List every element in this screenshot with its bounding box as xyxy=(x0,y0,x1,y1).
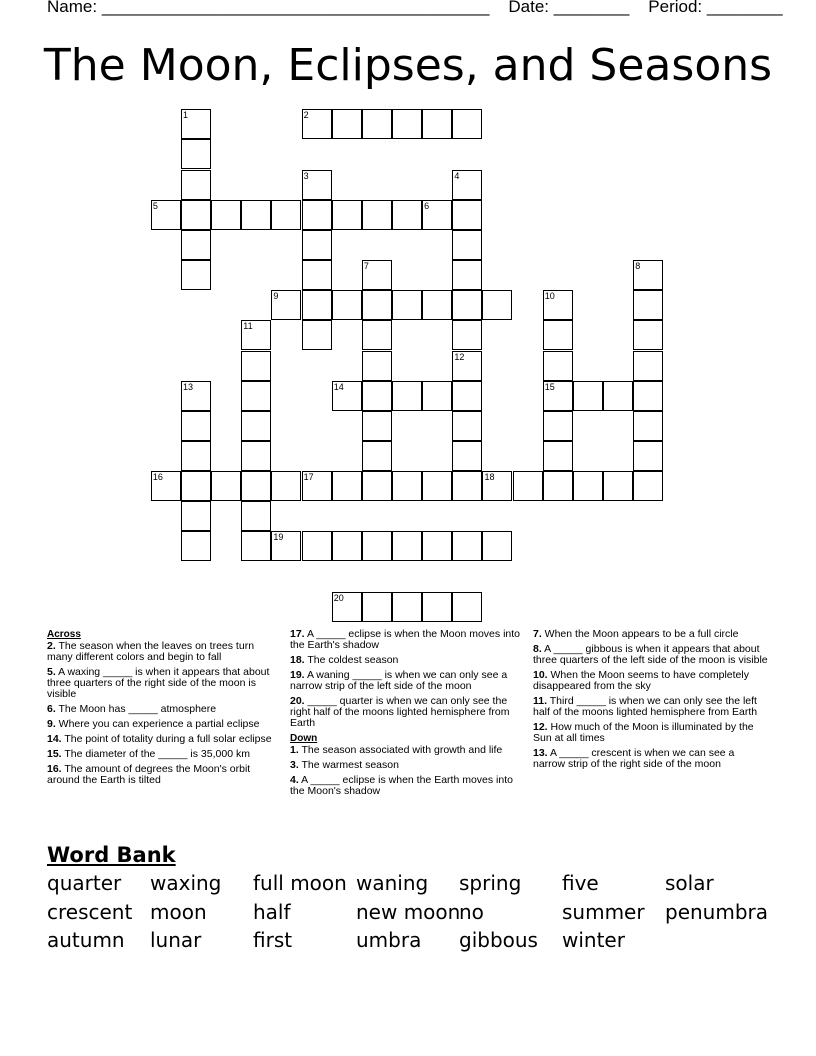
clue-text: _____ quarter is when we can only see the right half of the moons lighted hemisphere from Earth xyxy=(290,695,510,729)
clue-number: 17. xyxy=(290,628,305,640)
grid-cell[interactable] xyxy=(302,320,332,350)
grid-cell[interactable] xyxy=(181,501,211,531)
grid-cell[interactable] xyxy=(332,109,362,139)
clue-item xyxy=(533,670,768,692)
grid-cell[interactable] xyxy=(422,200,452,230)
grid-cell[interactable] xyxy=(241,200,271,230)
clue-text: The season when the leaves on trees turn many different colors and begin to fall xyxy=(47,640,255,663)
grid-cell[interactable] xyxy=(302,471,332,501)
grid-cell[interactable] xyxy=(362,109,392,139)
worksheet-title: The Moon, Eclipses, and Seasons xyxy=(43,40,773,91)
grid-cell[interactable] xyxy=(211,200,241,230)
grid-cell[interactable] xyxy=(302,290,332,320)
clue-item xyxy=(47,719,282,730)
grid-cell[interactable] xyxy=(302,109,332,139)
grid-cell[interactable] xyxy=(452,351,482,381)
clue-item xyxy=(290,745,525,756)
grid-cell[interactable] xyxy=(543,320,573,350)
clue-number: 3 xyxy=(303,170,309,181)
grid-cell[interactable] xyxy=(332,592,362,622)
grid-cell[interactable] xyxy=(392,290,422,320)
grid-cell[interactable] xyxy=(302,200,332,230)
clue-number: 15. xyxy=(47,748,62,760)
clue-item xyxy=(290,655,525,666)
clue-item xyxy=(47,734,282,745)
clue-number: 4. xyxy=(290,774,299,786)
clue-text: How much of the Moon is illuminated by the Sun at all times xyxy=(533,721,754,744)
word-bank-item: umbra xyxy=(356,928,422,952)
grid-cell[interactable] xyxy=(302,531,332,561)
grid-cell[interactable] xyxy=(271,290,301,320)
clue-text: The warmest season xyxy=(298,759,399,771)
clue-number: 17 xyxy=(303,472,314,483)
grid-cell[interactable] xyxy=(452,200,482,230)
clue-item xyxy=(47,641,282,663)
grid-cell[interactable] xyxy=(452,320,482,350)
grid-cell[interactable] xyxy=(603,471,633,501)
grid-cell[interactable] xyxy=(241,471,271,501)
clue-number: 5 xyxy=(152,200,158,211)
clue-number: 1 xyxy=(182,110,188,121)
clue-item xyxy=(290,775,525,797)
clue-text: A waxing _____ is when it appears that about three quarters of the right side of the moon is visible xyxy=(47,666,270,700)
clue-number: 19 xyxy=(273,532,284,543)
grid-cell[interactable] xyxy=(332,531,362,561)
clue-text: A _____ eclipse is when the Earth moves into the Moon's shadow xyxy=(290,774,513,797)
clue-number: 9. xyxy=(47,718,56,730)
grid-cell[interactable] xyxy=(362,320,392,350)
grid-cell[interactable] xyxy=(452,170,482,200)
grid-cell[interactable] xyxy=(573,471,603,501)
grid-cell[interactable] xyxy=(422,381,452,411)
clue-number: 14. xyxy=(47,733,62,745)
word-bank-item: first xyxy=(253,928,293,952)
clue-item xyxy=(533,696,768,718)
grid-cell[interactable] xyxy=(241,531,271,561)
grid-cell[interactable] xyxy=(422,592,452,622)
clue-text: The coldest season xyxy=(304,654,399,666)
clue-number: 8. xyxy=(533,643,542,655)
grid-cell[interactable] xyxy=(422,531,452,561)
grid-cell[interactable] xyxy=(241,351,271,381)
clue-text: Third _____ is when we can only see the left half of the moons lighted hemisphere from Earth xyxy=(533,695,758,718)
grid-cell[interactable] xyxy=(573,381,603,411)
clue-item xyxy=(290,629,525,651)
clue-text: The season associated with growth and life xyxy=(298,744,503,756)
grid-cell[interactable] xyxy=(332,381,362,411)
grid-cell[interactable] xyxy=(452,290,482,320)
name-label: Name: xyxy=(47,0,98,16)
grid-cell[interactable] xyxy=(422,109,452,139)
clue-item xyxy=(47,704,282,715)
grid-cell[interactable] xyxy=(392,200,422,230)
across-heading: Across xyxy=(47,629,81,640)
word-bank-item: lunar xyxy=(150,928,202,952)
clue-text: The amount of degrees the Moon's orbit around the Earth is tilted xyxy=(47,763,251,786)
clue-item xyxy=(533,748,768,770)
word-bank-item: half xyxy=(253,899,291,924)
clue-item xyxy=(533,722,768,744)
word-bank-item: gibbous xyxy=(459,928,538,952)
grid-cell[interactable] xyxy=(302,260,332,290)
clue-item xyxy=(47,749,282,760)
grid-cell[interactable] xyxy=(513,471,543,501)
period-label: Period: xyxy=(648,0,703,16)
word-bank-item: summer xyxy=(562,899,645,924)
down-heading: Down xyxy=(290,733,318,744)
grid-cell[interactable] xyxy=(362,411,392,441)
grid-cell[interactable] xyxy=(482,531,512,561)
clue-number: 6. xyxy=(47,703,56,715)
grid-cell[interactable] xyxy=(633,260,663,290)
clue-text: The point of totality during a full solar eclipse xyxy=(61,733,272,745)
grid-cell[interactable] xyxy=(211,471,241,501)
grid-cell[interactable] xyxy=(633,320,663,350)
word-bank-item: no xyxy=(459,899,484,924)
clue-number: 11 xyxy=(243,321,253,332)
word-bank-item: solar xyxy=(665,871,714,895)
period-blank[interactable]: ________ xyxy=(706,0,783,16)
clue-number: 16 xyxy=(152,472,163,483)
grid-cell[interactable] xyxy=(362,471,392,501)
grid-cell[interactable] xyxy=(302,230,332,260)
grid-cell[interactable] xyxy=(543,441,573,471)
grid-cell[interactable] xyxy=(633,471,663,501)
grid-cell[interactable] xyxy=(633,411,663,441)
clue-column-1 xyxy=(47,629,282,790)
grid-cell[interactable] xyxy=(241,501,271,531)
grid-cell[interactable] xyxy=(422,290,452,320)
grid-cell[interactable] xyxy=(392,531,422,561)
clue-number: 7. xyxy=(533,628,542,640)
grid-cell[interactable] xyxy=(452,531,482,561)
word-bank-item: autumn xyxy=(47,928,125,952)
grid-cell[interactable] xyxy=(271,471,301,501)
grid-cell[interactable] xyxy=(181,531,211,561)
clue-text: When the Moon appears to be a full circle xyxy=(541,628,739,640)
clue-number: 11. xyxy=(533,695,548,707)
clue-number: 12 xyxy=(454,351,465,362)
grid-cell[interactable] xyxy=(362,531,392,561)
grid-cell[interactable] xyxy=(482,290,512,320)
grid-cell[interactable] xyxy=(392,592,422,622)
clue-number: 15 xyxy=(544,381,555,392)
clue-number: 5. xyxy=(47,666,56,678)
word-bank-item: crescent xyxy=(47,899,133,924)
word-bank-item: waning xyxy=(356,871,429,895)
grid-cell[interactable] xyxy=(181,139,211,169)
clue-column-2 xyxy=(290,629,525,801)
clue-item xyxy=(290,670,525,692)
grid-cell[interactable] xyxy=(302,170,332,200)
grid-cell[interactable] xyxy=(633,351,663,381)
clue-item xyxy=(533,629,768,640)
grid-cell[interactable] xyxy=(241,381,271,411)
grid-cell[interactable] xyxy=(181,200,211,230)
grid-cell[interactable] xyxy=(332,290,362,320)
clue-number: 2 xyxy=(303,110,309,121)
clue-text: The Moon has _____ atmosphere xyxy=(55,703,217,715)
grid-cell[interactable] xyxy=(543,381,573,411)
clue-column-3 xyxy=(533,629,768,774)
grid-cell[interactable] xyxy=(271,531,301,561)
word-bank-item: quarter xyxy=(47,871,122,895)
grid-cell[interactable] xyxy=(241,411,271,441)
grid-cell[interactable] xyxy=(151,471,181,501)
grid-cell[interactable] xyxy=(452,592,482,622)
word-bank-item: winter xyxy=(562,928,625,952)
grid-cell[interactable] xyxy=(603,381,633,411)
clue-text: When the Moon seems to have completely disappeared from the sky xyxy=(533,669,749,692)
clue-item xyxy=(533,644,768,666)
word-bank-item: moon xyxy=(150,899,207,924)
clue-number: 2. xyxy=(47,640,56,652)
grid-cell[interactable] xyxy=(181,230,211,260)
grid-cell[interactable] xyxy=(362,592,392,622)
grid-cell[interactable] xyxy=(482,471,512,501)
clue-number: 18 xyxy=(484,472,495,483)
word-bank-title: Word Bank xyxy=(47,843,176,867)
date-label: Date: xyxy=(508,0,549,16)
word-bank-item: full moon xyxy=(253,871,347,895)
word-bank-item: waxing xyxy=(150,871,222,895)
clue-number: 19. xyxy=(290,669,305,681)
clue-number: 9 xyxy=(273,291,279,302)
clue-number: 4 xyxy=(454,170,460,181)
name-blank[interactable]: _________________________________________ xyxy=(101,0,490,16)
grid-cell[interactable] xyxy=(241,441,271,471)
clue-number: 7 xyxy=(363,261,369,272)
grid-cell[interactable] xyxy=(332,200,362,230)
clue-item xyxy=(290,696,525,729)
clue-number: 6 xyxy=(424,200,430,211)
grid-cell[interactable] xyxy=(181,411,211,441)
clue-text: A _____ eclipse is when the Moon moves into the Earth's shadow xyxy=(290,628,520,651)
grid-cell[interactable] xyxy=(362,260,392,290)
clue-number: 10. xyxy=(533,669,548,681)
clue-text: A waning _____ is when we can only see a narrow strip of the left side of the moon xyxy=(290,669,508,692)
grid-cell[interactable] xyxy=(181,381,211,411)
word-bank-item: new moon xyxy=(356,899,461,924)
grid-cell[interactable] xyxy=(543,290,573,320)
grid-cell[interactable] xyxy=(452,260,482,290)
grid-cell[interactable] xyxy=(633,290,663,320)
grid-cell[interactable] xyxy=(151,200,181,230)
grid-cell[interactable] xyxy=(452,471,482,501)
clue-number: 10 xyxy=(544,291,555,302)
grid-cell[interactable] xyxy=(332,471,362,501)
date-blank[interactable]: ________ xyxy=(553,0,630,16)
clue-text: A _____ crescent is when we can see a narrow strip of the right side of the moon xyxy=(533,747,735,770)
clue-number: 13 xyxy=(182,381,193,392)
clue-number: 14 xyxy=(333,381,344,392)
grid-cell[interactable] xyxy=(181,170,211,200)
grid-cell[interactable] xyxy=(362,441,392,471)
word-bank-item: penumbra xyxy=(665,899,769,924)
clue-text: A _____ gibbous is when it appears that about three quarters of the left side of the moon is visible xyxy=(533,643,768,666)
clue-number: 1. xyxy=(290,744,299,756)
clue-number: 16. xyxy=(47,763,62,775)
grid-cell[interactable] xyxy=(392,381,422,411)
clue-number: 8 xyxy=(635,261,641,272)
grid-cell[interactable] xyxy=(392,109,422,139)
grid-cell[interactable] xyxy=(452,441,482,471)
clue-number: 3. xyxy=(290,759,299,771)
grid-cell[interactable] xyxy=(241,320,271,350)
clue-number: 13. xyxy=(533,747,548,759)
grid-cell[interactable] xyxy=(181,109,211,139)
grid-cell[interactable] xyxy=(452,411,482,441)
grid-cell[interactable] xyxy=(633,381,663,411)
clue-item xyxy=(290,760,525,771)
grid-cell[interactable] xyxy=(452,381,482,411)
grid-cell[interactable] xyxy=(543,411,573,441)
grid-cell[interactable] xyxy=(543,471,573,501)
grid-cell[interactable] xyxy=(181,260,211,290)
grid-cell[interactable] xyxy=(633,441,663,471)
grid-cell[interactable] xyxy=(181,471,211,501)
grid-cell[interactable] xyxy=(362,200,392,230)
grid-cell[interactable] xyxy=(362,290,392,320)
clue-text: The diameter of the _____ is 35,000 km xyxy=(61,748,250,760)
clue-item xyxy=(47,667,282,700)
grid-cell[interactable] xyxy=(362,351,392,381)
grid-cell[interactable] xyxy=(392,471,422,501)
grid-cell[interactable] xyxy=(452,230,482,260)
grid-cell[interactable] xyxy=(181,441,211,471)
grid-cell[interactable] xyxy=(271,200,301,230)
word-bank-item: spring xyxy=(459,871,522,895)
grid-cell[interactable] xyxy=(452,109,482,139)
grid-cell[interactable] xyxy=(543,351,573,381)
clue-number: 12. xyxy=(533,721,548,733)
clue-number: 20. xyxy=(290,695,305,707)
clue-number: 20 xyxy=(333,592,344,603)
clue-item xyxy=(47,764,282,786)
clue-number: 18. xyxy=(290,654,305,666)
grid-cell[interactable] xyxy=(422,471,452,501)
clue-text: Where you can experience a partial eclipse xyxy=(55,718,260,730)
grid-cell[interactable] xyxy=(362,381,392,411)
word-bank-item: five xyxy=(562,871,599,895)
